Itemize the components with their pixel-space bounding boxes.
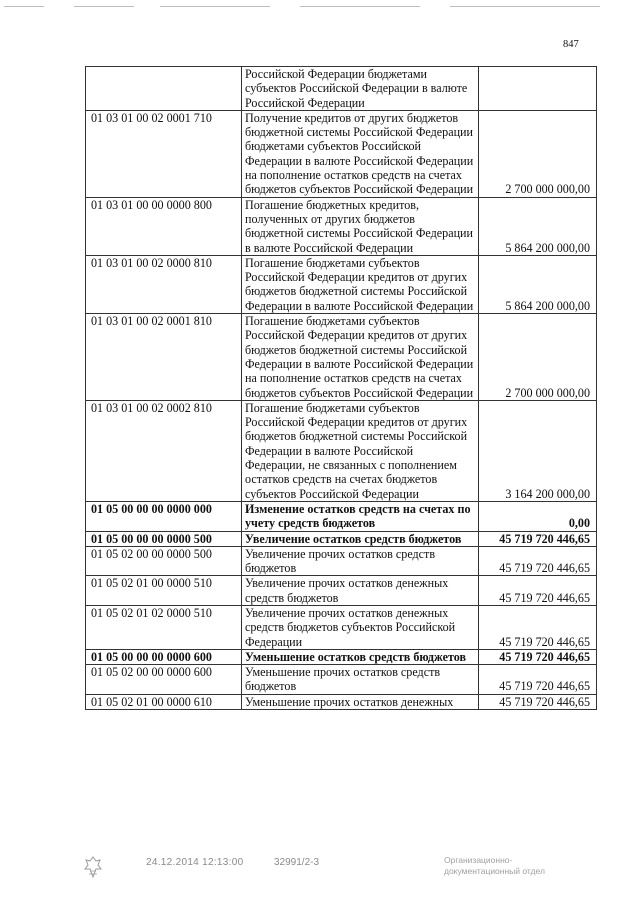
- row-code: 01 03 01 00 00 0000 800: [86, 197, 242, 255]
- row-code: 01 03 01 00 02 0001 710: [86, 110, 242, 197]
- top-scan-rule: [74, 6, 134, 7]
- row-description: Увеличение прочих остатков средств бюджетов: [242, 546, 479, 576]
- row-amount: 5 864 200 000,00: [479, 197, 597, 255]
- row-amount: 45 719 720 446,65: [479, 576, 597, 606]
- table-row: [86, 400, 597, 501]
- table-row: [86, 694, 597, 709]
- row-description: Изменение остатков средств на счетах по учету средств бюджетов: [242, 501, 479, 531]
- table-row: [86, 314, 597, 401]
- footer-timestamp: 24.12.2014 12:13:00: [146, 857, 244, 868]
- row-amount: 45 719 720 446,65: [479, 665, 597, 695]
- row-description: Получение кредитов от других бюджетов бюджетной системы Российской Федерации бюджетами субъектов Российской Федерации в валюте Российской Федерации на пополнение остатков средств на счетах бюджетов субъектов Российской Федерации: [242, 110, 479, 197]
- row-amount: 45 719 720 446,65: [479, 694, 597, 709]
- table-row: [86, 546, 597, 576]
- table-row: [86, 197, 597, 255]
- row-description: Уменьшение остатков средств бюджетов: [242, 649, 479, 664]
- page-number: 847: [563, 39, 579, 50]
- top-scan-rule: [4, 6, 44, 7]
- table-row: [86, 649, 597, 664]
- row-amount: [479, 67, 597, 111]
- row-code: 01 05 02 01 02 0000 510: [86, 605, 242, 649]
- row-code: [86, 67, 242, 111]
- table-row: [86, 110, 597, 197]
- row-description: Увеличение прочих остатков денежных средств бюджетов: [242, 576, 479, 606]
- row-description: Погашение бюджетами субъектов Российской Федерации кредитов от других бюджетов бюджетной системы Российской Федерации в валюте Российской Федерации на пополнение остатков средств на счетах бюджетов субъектов Российской Федерации: [242, 314, 479, 401]
- row-code: 01 05 02 00 00 0000 600: [86, 665, 242, 695]
- table-row: [86, 501, 597, 531]
- row-code: 01 05 00 00 00 0000 500: [86, 531, 242, 546]
- row-amount: 3 164 200 000,00: [479, 400, 597, 501]
- row-code: 01 03 01 00 02 0000 810: [86, 255, 242, 313]
- row-description: Российской Федерации бюджетами субъектов Российской Федерации в валюте Российской Федерации: [242, 67, 479, 111]
- row-description: Погашение бюджетами субъектов Российской Федерации кредитов от других бюджетов бюджетной системы Российской Федерации в валюте Российской Федерации: [242, 255, 479, 313]
- footer: [0, 848, 640, 905]
- row-amount: 45 719 720 446,65: [479, 546, 597, 576]
- row-amount: 0,00: [479, 501, 597, 531]
- row-code: 01 05 02 01 00 0000 510: [86, 576, 242, 606]
- row-description: Увеличение прочих остатков денежных средств бюджетов субъектов Российской Федерации: [242, 605, 479, 649]
- table-row: [86, 255, 597, 313]
- budget-sources-table: [85, 66, 597, 710]
- row-amount: 5 864 200 000,00: [479, 255, 597, 313]
- row-description: Погашение бюджетами субъектов Российской Федерации кредитов от других бюджетов бюджетной системы Российской Федерации в валюте Российской Федерации, не связанных с пополнением остатков средств на счетах бюджетов субъектов Российской Федерации: [242, 400, 479, 501]
- row-amount: 45 719 720 446,65: [479, 605, 597, 649]
- row-code: 01 05 00 00 00 0000 600: [86, 649, 242, 664]
- stamp-line: документационный отдел: [444, 866, 545, 876]
- row-code: 01 03 01 00 02 0001 810: [86, 314, 242, 401]
- row-amount: 45 719 720 446,65: [479, 649, 597, 664]
- row-description: Уменьшение прочих остатков денежных: [242, 694, 479, 709]
- row-code: 01 05 02 01 00 0000 610: [86, 694, 242, 709]
- row-description: Увеличение остатков средств бюджетов: [242, 531, 479, 546]
- table-row: [86, 67, 597, 111]
- row-code: 01 03 01 00 02 0002 810: [86, 400, 242, 501]
- row-amount: 45 719 720 446,65: [479, 531, 597, 546]
- row-description: Погашение бюджетных кредитов, полученных от других бюджетов бюджетной системы Российской Федерации в валюте Российской Федерации: [242, 197, 479, 255]
- top-scan-rule: [300, 6, 420, 7]
- emblem-icon: [84, 856, 102, 878]
- stamp-line: Организационно-: [444, 855, 513, 865]
- row-description: Уменьшение прочих остатков средств бюджетов: [242, 665, 479, 695]
- footer-doc-number: 32991/2-3: [274, 857, 320, 868]
- table-row: [86, 665, 597, 695]
- department-stamp: [444, 855, 564, 877]
- top-scan-rule: [450, 6, 600, 7]
- table-row: [86, 531, 597, 546]
- row-amount: 2 700 000 000,00: [479, 110, 597, 197]
- table-row: [86, 576, 597, 606]
- row-code: 01 05 02 00 00 0000 500: [86, 546, 242, 576]
- row-amount: 2 700 000 000,00: [479, 314, 597, 401]
- row-code: 01 05 00 00 00 0000 000: [86, 501, 242, 531]
- top-scan-rule: [160, 6, 270, 7]
- table-row: [86, 605, 597, 649]
